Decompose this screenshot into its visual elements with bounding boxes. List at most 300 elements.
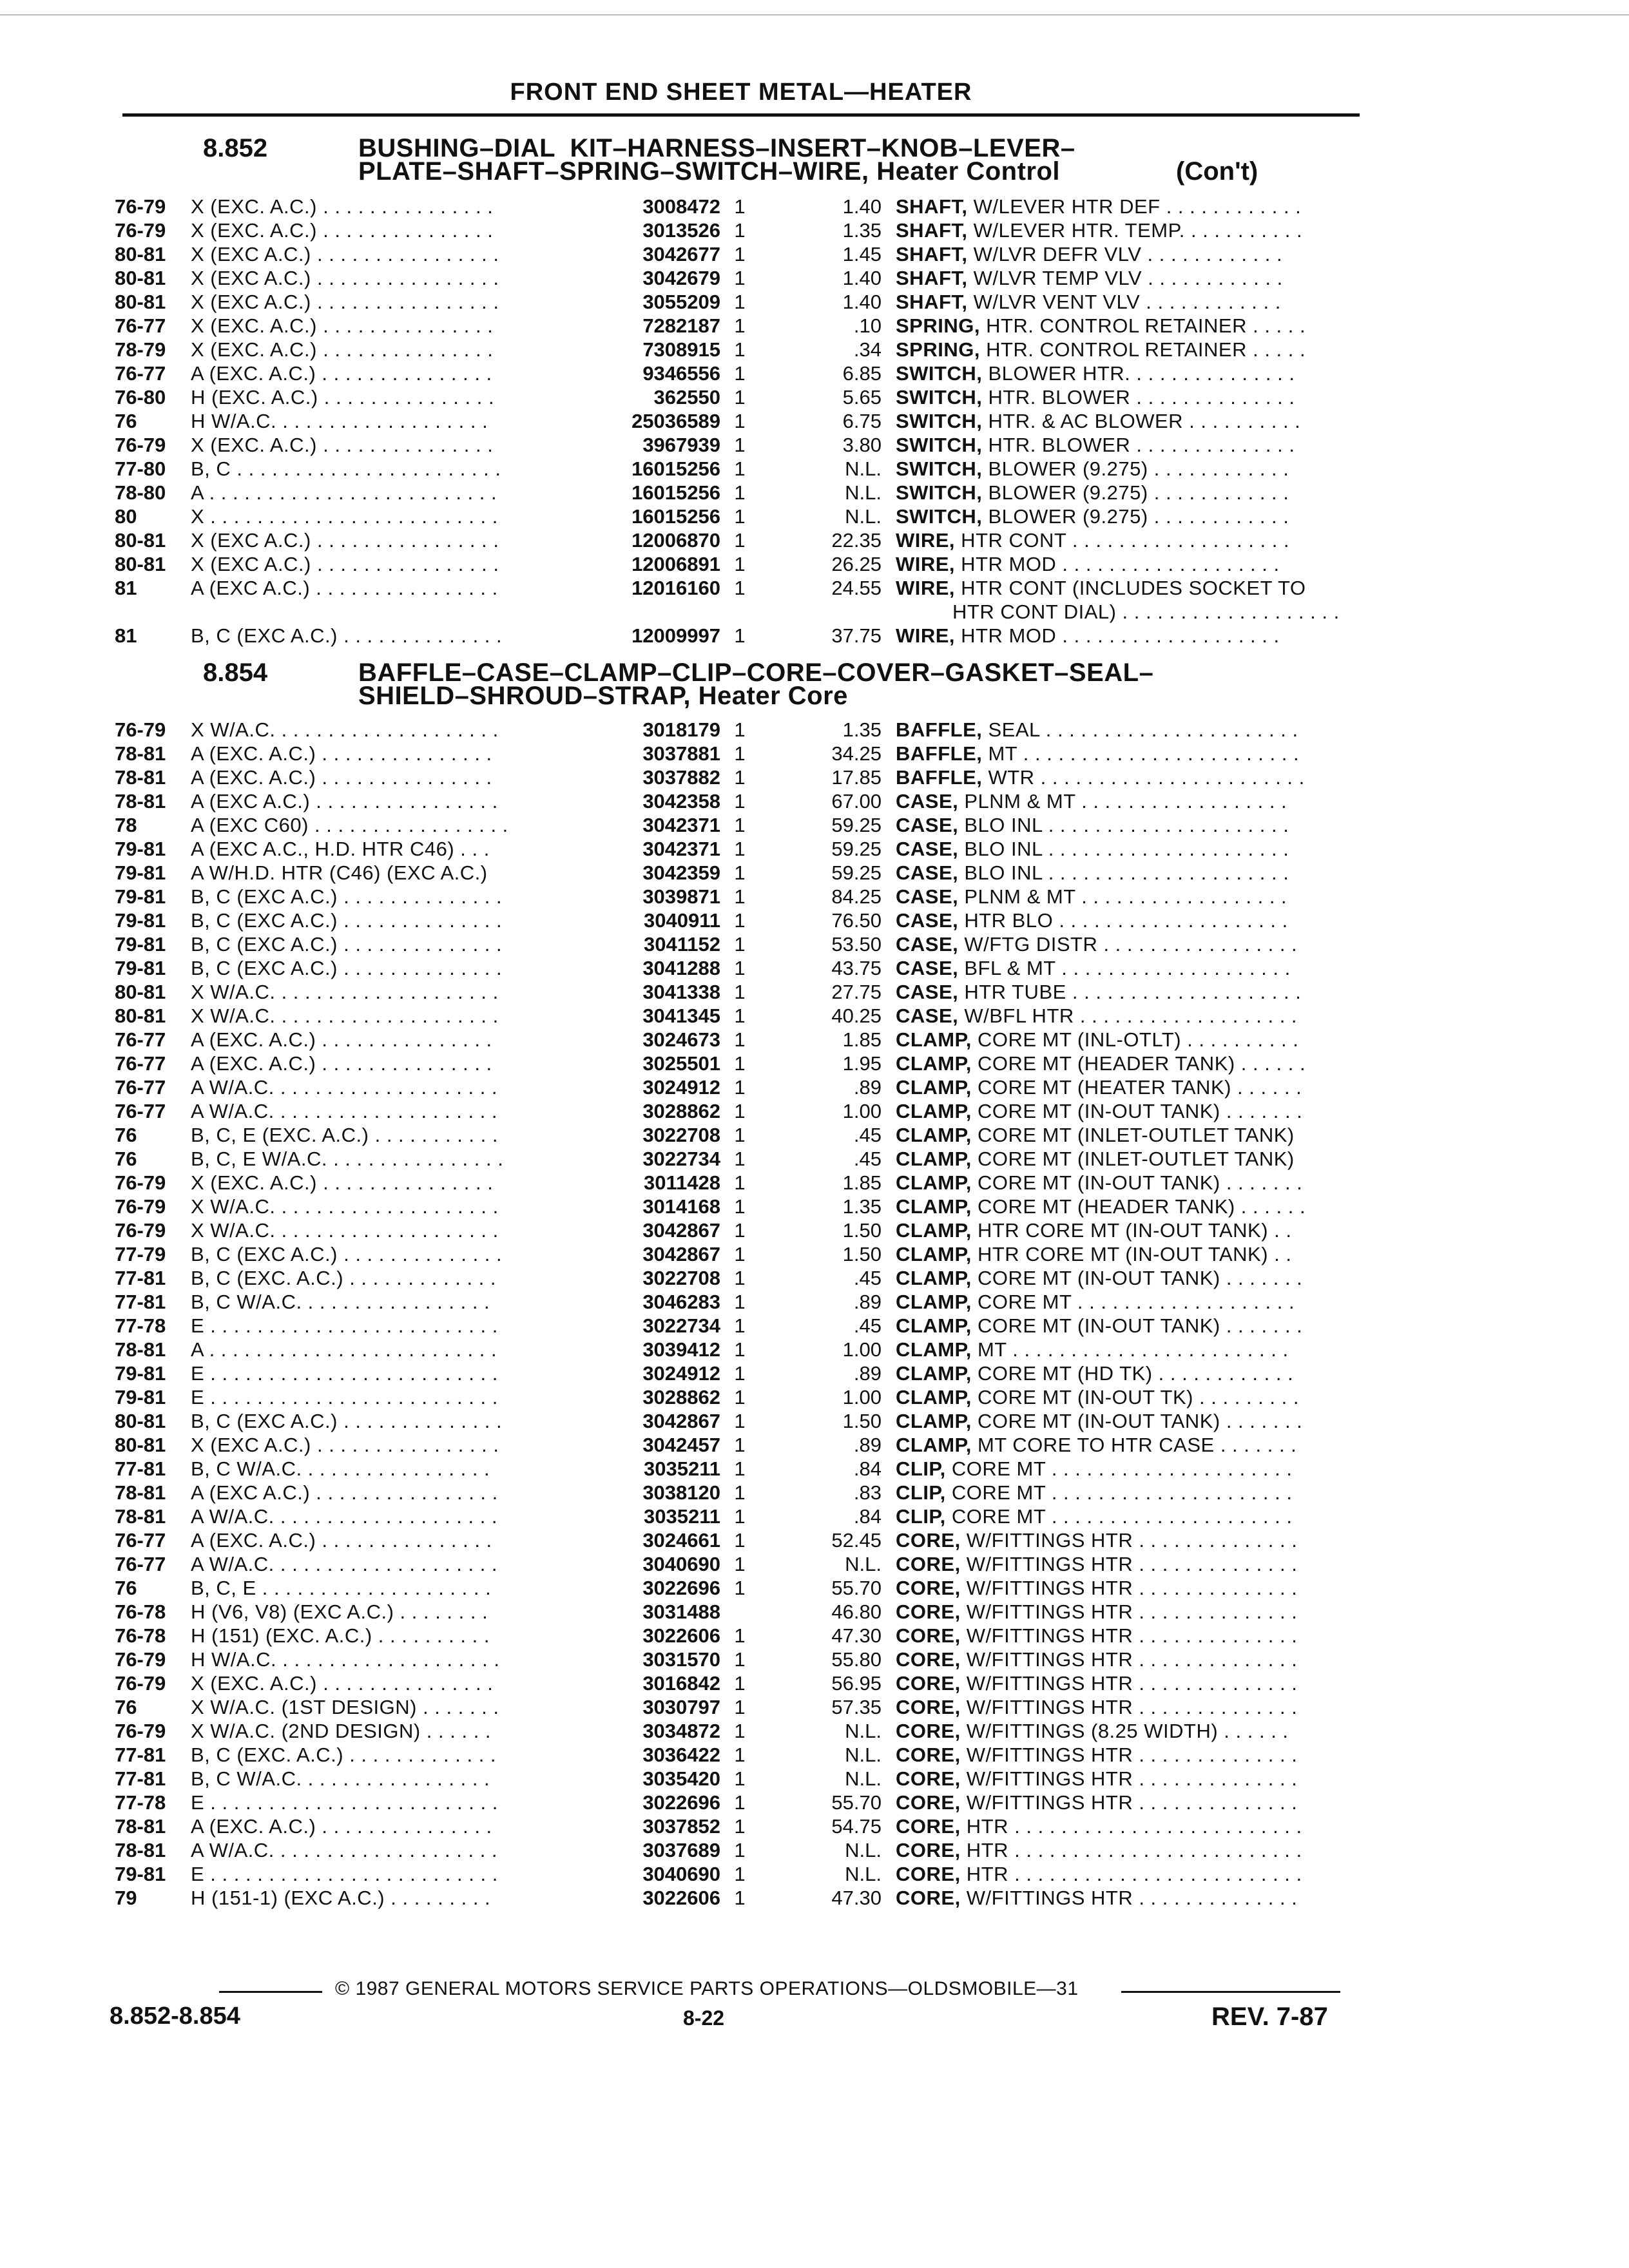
table-row	[115, 837, 1352, 861]
model-years: 76	[115, 1696, 137, 1718]
part-detail: W/LVR TEMP VLV . . . . . . . . . . . .	[967, 267, 1283, 289]
model-years: 77-81	[115, 1767, 166, 1790]
part-number: 3035211	[644, 1505, 720, 1528]
part-number: 3025501	[642, 1052, 720, 1075]
price: 1.00	[842, 1100, 882, 1122]
part-number: 3037882	[642, 766, 720, 789]
model-years: 78-81	[115, 766, 166, 789]
quantity: 1	[734, 1529, 746, 1552]
table-row	[115, 1266, 1352, 1290]
part-number: 3022734	[642, 1148, 720, 1170]
part-description	[896, 1433, 1360, 1457]
part-detail: W/FITTINGS HTR . . . . . . . . . . . . . .	[960, 1577, 1298, 1599]
part-detail: CORE MT (IN-OUT TANK) . . . . . . .	[971, 1267, 1303, 1289]
part-name: SWITCH,	[896, 410, 983, 432]
application: A (EXC A.C.) . . . . . . . . . . . . . . . .	[191, 1481, 498, 1504]
part-description	[896, 1695, 1360, 1719]
table-row	[115, 1099, 1352, 1123]
part-detail: CORE MT (HEADER TANK) . . . . . .	[971, 1052, 1306, 1075]
quantity: 1	[734, 957, 746, 979]
model-years: 81	[115, 624, 137, 647]
model-years: 79-81	[115, 885, 166, 908]
part-name: WIRE,	[896, 577, 956, 599]
price: 1.95	[842, 1052, 882, 1075]
part-description	[896, 1838, 1360, 1862]
model-years: 80-81	[115, 553, 166, 575]
quantity: 1	[734, 1839, 746, 1861]
part-description	[896, 1290, 1360, 1314]
application: A . . . . . . . . . . . . . . . . . . . . . . . . .	[191, 481, 497, 504]
application: X (EXC. A.C.) . . . . . . . . . . . . . . .	[191, 1171, 494, 1194]
model-years: 79-81	[115, 1386, 166, 1408]
part-number: 3028862	[642, 1386, 720, 1408]
quantity: 1	[734, 1577, 746, 1599]
part-detail: W/FITTINGS HTR . . . . . . . . . . . . . .	[960, 1767, 1298, 1790]
part-name: SHAFT,	[896, 243, 968, 265]
table-row	[115, 505, 1352, 528]
model-years: 76-79	[115, 1219, 166, 1242]
quantity: 1	[734, 1624, 746, 1647]
part-name: CLAMP,	[896, 1267, 972, 1289]
quantity: 1	[734, 1291, 746, 1313]
part-detail: W/FITTINGS HTR . . . . . . . . . . . . . .	[960, 1696, 1298, 1718]
quantity: 1	[734, 386, 746, 408]
application: A W/A.C. . . . . . . . . . . . . . . . . . . .	[191, 1505, 498, 1528]
part-name: CORE,	[896, 1791, 961, 1814]
part-detail: BLO INL . . . . . . . . . . . . . . . . . . . . .	[958, 814, 1289, 836]
model-years: 78-81	[115, 1839, 166, 1861]
quantity: 1	[734, 624, 746, 647]
part-name: CORE,	[896, 1744, 961, 1766]
part-name: SWITCH,	[896, 505, 983, 528]
price: 1.85	[842, 1028, 882, 1051]
model-years: 80-81	[115, 1410, 166, 1432]
table-row	[115, 1671, 1352, 1695]
title-rule	[122, 113, 1360, 117]
part-number: 3042677	[642, 243, 720, 265]
table-row	[115, 742, 1352, 765]
table-row	[115, 1218, 1352, 1242]
part-detail: WTR . . . . . . . . . . . . . . . . . . . . . . .	[982, 766, 1305, 789]
price: .83	[853, 1481, 882, 1504]
quantity: 1	[734, 861, 746, 884]
part-number: 3014168	[642, 1195, 720, 1218]
section-title-line1: BAFFLE–CASE–CLAMP–CLIP–CORE–COVER–GASKET–SEAL–	[358, 658, 1154, 687]
table-row	[115, 1457, 1352, 1481]
part-name: SHAFT,	[896, 291, 968, 313]
model-years: 77-78	[115, 1314, 166, 1337]
part-detail: W/FITTINGS HTR . . . . . . . . . . . . . .	[960, 1791, 1298, 1814]
price: .45	[853, 1314, 882, 1337]
model-years: 78-81	[115, 1338, 166, 1361]
application: A (EXC A.C., H.D. HTR C46) . . .	[191, 838, 490, 860]
part-detail: HTR. CONTROL RETAINER . . . . .	[979, 314, 1306, 337]
quantity: 1	[734, 434, 746, 456]
model-years: 78-79	[115, 338, 166, 361]
model-years: 79-81	[115, 1362, 166, 1385]
model-years: 78-81	[115, 1505, 166, 1528]
part-detail: CORE MT . . . . . . . . . . . . . . . . . . . . .	[945, 1481, 1293, 1504]
part-number: 3011428	[644, 1171, 720, 1194]
model-years: 76-79	[115, 1171, 166, 1194]
part-name: CORE,	[896, 1600, 961, 1623]
application: X W/A.C. . . . . . . . . . . . . . . . . . . .	[191, 1219, 499, 1242]
part-name: CLAMP,	[896, 1076, 972, 1099]
table-row	[115, 242, 1352, 266]
application: A (EXC. A.C.) . . . . . . . . . . . . . . .	[191, 742, 492, 765]
quantity: 1	[734, 267, 746, 289]
part-description	[896, 1004, 1360, 1028]
price: N.L.	[845, 1839, 882, 1861]
part-number: 3039871	[642, 885, 720, 908]
price: .84	[853, 1457, 882, 1480]
quantity: 1	[734, 1052, 746, 1075]
application: A W/H.D. HTR (C46) (EXC A.C.)	[191, 861, 488, 884]
part-detail: HTR BLO . . . . . . . . . . . . . . . . . . . .	[958, 909, 1288, 932]
model-years: 77-80	[115, 457, 166, 480]
model-years: 79	[115, 1887, 137, 1909]
section-title-line2: SHIELD–SHROUD–STRAP, Heater Core	[358, 682, 848, 710]
part-description	[896, 505, 1360, 528]
application: A (EXC A.C.) . . . . . . . . . . . . . . . .	[191, 577, 498, 599]
part-detail: HTR CORE MT (IN-OUT TANK) . .	[971, 1243, 1292, 1265]
part-name: CLIP,	[896, 1457, 946, 1480]
part-name: CASE,	[896, 1004, 959, 1027]
table-row	[115, 1433, 1352, 1457]
part-description	[896, 1123, 1360, 1147]
part-name: CLIP,	[896, 1481, 946, 1504]
part-detail: CORE MT (INLET-OUTLET TANK)	[971, 1124, 1295, 1146]
part-description	[896, 242, 1360, 266]
part-detail: BFL & MT . . . . . . . . . . . . . . . . . . . .	[958, 957, 1291, 979]
quantity: 1	[734, 981, 746, 1003]
part-detail: CORE MT (IN-OUT TANK) . . . . . . .	[971, 1314, 1303, 1337]
quantity: 1	[734, 577, 746, 599]
part-detail: W/LVR VENT VLV . . . . . . . . . . . .	[967, 291, 1281, 313]
quantity: 1	[734, 1243, 746, 1265]
part-number: 3041345	[642, 1004, 720, 1027]
model-years: 76	[115, 1577, 137, 1599]
quantity: 1	[734, 1386, 746, 1408]
part-name: CLAMP,	[896, 1243, 972, 1265]
price: N.L.	[845, 1720, 882, 1742]
part-number: 3034872	[642, 1720, 720, 1742]
part-description	[896, 385, 1360, 409]
part-description	[896, 861, 1360, 885]
application: A W/A.C. . . . . . . . . . . . . . . . . . . .	[191, 1076, 498, 1099]
price: .89	[853, 1362, 882, 1385]
quantity: 1	[734, 1004, 746, 1027]
table-row	[115, 1195, 1352, 1218]
price: N.L.	[845, 1744, 882, 1766]
quantity: 1	[734, 1481, 746, 1504]
part-description	[896, 1171, 1360, 1195]
part-detail: PLNM & MT . . . . . . . . . . . . . . . . . .	[958, 790, 1287, 812]
part-name: CORE,	[896, 1767, 961, 1790]
part-name: CASE,	[896, 909, 959, 932]
application: E . . . . . . . . . . . . . . . . . . . . . . . . .	[191, 1386, 498, 1408]
price: N.L.	[845, 505, 882, 528]
part-number: 3041338	[642, 981, 720, 1003]
application: H W/A.C. . . . . . . . . . . . . . . . . . . .	[191, 1648, 500, 1671]
model-years: 77-81	[115, 1267, 166, 1289]
model-years: 79-81	[115, 861, 166, 884]
part-description	[896, 1052, 1360, 1075]
model-years: 80	[115, 505, 137, 528]
part-detail: W/FITTINGS HTR . . . . . . . . . . . . . .	[960, 1529, 1298, 1552]
part-number: 16015256	[631, 505, 720, 528]
price: 1.50	[842, 1219, 882, 1242]
quantity: 1	[734, 1672, 746, 1695]
part-description	[896, 1147, 1360, 1171]
part-detail: MT . . . . . . . . . . . . . . . . . . . . . . . .	[982, 742, 1300, 765]
part-detail: CORE MT . . . . . . . . . . . . . . . . . . .	[971, 1291, 1295, 1313]
application: X (EXC A.C.) . . . . . . . . . . . . . . . .	[191, 553, 499, 575]
part-number: 12006870	[631, 529, 720, 552]
model-years: 77-79	[115, 1243, 166, 1265]
table-row	[115, 1409, 1352, 1433]
price: 59.25	[831, 838, 882, 860]
part-name: CASE,	[896, 957, 959, 979]
model-years: 76-79	[115, 1672, 166, 1695]
application: X W/A.C. (2ND DESIGN) . . . . . .	[191, 1720, 492, 1742]
model-years: 77-81	[115, 1291, 166, 1313]
quantity: 1	[734, 1863, 746, 1885]
quantity: 1	[734, 1791, 746, 1814]
part-name: CLAMP,	[896, 1124, 972, 1146]
table-row	[115, 1290, 1352, 1314]
model-years: 76-77	[115, 1100, 166, 1122]
part-description	[896, 1648, 1360, 1671]
price: 1.40	[842, 291, 882, 313]
quantity: 1	[734, 1815, 746, 1838]
table-row	[115, 409, 1352, 433]
section-number: 8.854	[203, 658, 268, 687]
quantity: 1	[734, 1696, 746, 1718]
section-number: 8.852	[203, 134, 268, 162]
part-description	[896, 266, 1360, 290]
page-title: FRONT END SHEET METAL—HEATER	[510, 79, 972, 106]
section-title-line1: BUSHING–DIAL KIT–HARNESS–INSERT–KNOB–LEVER–	[358, 134, 1075, 162]
table-row	[115, 1743, 1352, 1767]
quantity: 1	[734, 933, 746, 956]
quantity: 1	[734, 481, 746, 504]
part-detail: CORE MT (INLET-OUTLET TANK)	[971, 1148, 1295, 1170]
part-number: 3037689	[642, 1839, 720, 1861]
price: N.L.	[845, 481, 882, 504]
model-years: 80-81	[115, 981, 166, 1003]
quantity: 1	[734, 1100, 746, 1122]
price: 52.45	[831, 1529, 882, 1552]
quantity: 1	[734, 1148, 746, 1170]
part-detail: CORE MT (HD TK) . . . . . . . . . . . .	[971, 1362, 1294, 1385]
quantity: 1	[734, 1362, 746, 1385]
application: B, C (EXC A.C.) . . . . . . . . . . . . . .	[191, 1243, 503, 1265]
quantity: 1	[734, 1744, 746, 1766]
table-row	[115, 1624, 1352, 1648]
part-number: 3024912	[642, 1076, 720, 1099]
table-row	[115, 266, 1352, 290]
footer-revision: REV. 7-87	[1211, 2003, 1328, 2031]
price: 1.35	[842, 219, 882, 242]
part-number: 3031488	[642, 1600, 720, 1623]
part-description	[896, 956, 1360, 980]
part-name: SHAFT,	[896, 219, 968, 242]
part-name: CASE,	[896, 981, 959, 1003]
quantity: 1	[734, 457, 746, 480]
part-number: 3042867	[642, 1243, 720, 1265]
part-detail: W/LVR DEFR VLV . . . . . . . . . . . .	[967, 243, 1283, 265]
part-description	[896, 1314, 1360, 1338]
part-detail: W/FITTINGS HTR . . . . . . . . . . . . . .	[960, 1624, 1298, 1647]
part-detail: HTR . . . . . . . . . . . . . . . . . . . . . . . . .	[960, 1863, 1302, 1885]
quantity: 1	[734, 1720, 746, 1742]
part-name: CLAMP,	[896, 1434, 972, 1456]
part-name: SWITCH,	[896, 434, 983, 456]
quantity: 1	[734, 529, 746, 552]
part-detail: BLO INL . . . . . . . . . . . . . . . . . . . . .	[958, 861, 1289, 884]
part-number: 3967939	[642, 434, 720, 456]
price: 47.30	[831, 1887, 882, 1909]
price: 55.70	[831, 1791, 882, 1814]
table-row	[115, 385, 1352, 409]
part-description	[896, 218, 1360, 242]
part-description	[896, 1528, 1360, 1552]
application: A (EXC A.C.) . . . . . . . . . . . . . . . .	[191, 790, 498, 812]
part-name: CORE,	[896, 1529, 961, 1552]
model-years: 76-80	[115, 386, 166, 408]
application: B, C . . . . . . . . . . . . . . . . . . . . . . .	[191, 457, 501, 480]
price: .89	[853, 1291, 882, 1313]
quantity: 1	[734, 1434, 746, 1456]
part-description	[896, 1862, 1360, 1886]
part-detail: W/LEVER HTR DEF . . . . . . . . . . . .	[967, 195, 1302, 218]
price: 54.75	[831, 1815, 882, 1838]
price: 6.85	[842, 362, 882, 385]
price: 5.65	[842, 386, 882, 408]
part-name: CORE,	[896, 1553, 961, 1575]
price: 22.35	[831, 529, 882, 552]
table-row	[115, 956, 1352, 980]
table-row	[115, 1552, 1352, 1576]
application: B, C (EXC A.C.) . . . . . . . . . . . . . .	[191, 885, 503, 908]
part-number: 3039412	[642, 1338, 720, 1361]
part-detail: CORE MT (HEADER TANK) . . . . . .	[971, 1195, 1306, 1218]
part-number: 3024912	[642, 1362, 720, 1385]
part-number: 3055209	[642, 291, 720, 313]
application: X (EXC A.C.) . . . . . . . . . . . . . . . .	[191, 267, 499, 289]
application: B, C, E W/A.C. . . . . . . . . . . . . . . .	[191, 1148, 504, 1170]
price: 1.45	[842, 243, 882, 265]
application: X W/A.C. . . . . . . . . . . . . . . . . . . .	[191, 718, 499, 741]
part-description	[896, 552, 1360, 576]
part-detail: W/FITTINGS HTR . . . . . . . . . . . . . .	[960, 1648, 1298, 1671]
price: .89	[853, 1434, 882, 1456]
application: B, C, E . . . . . . . . . . . . . . . . . . . .	[191, 1577, 492, 1599]
application: B, C, E (EXC. A.C.) . . . . . . . . . . .	[191, 1124, 498, 1146]
quantity: 1	[734, 219, 746, 242]
table-row	[115, 789, 1352, 813]
application: X W/A.C. . . . . . . . . . . . . . . . . . . .	[191, 1004, 499, 1027]
part-description	[896, 1242, 1360, 1266]
part-name: CLAMP,	[896, 1314, 972, 1337]
quantity: 1	[734, 338, 746, 361]
table-row	[115, 1481, 1352, 1504]
part-description	[896, 1385, 1360, 1409]
part-detail: W/FITTINGS HTR . . . . . . . . . . . . . .	[960, 1672, 1298, 1695]
price: 59.25	[831, 814, 882, 836]
part-name: CLIP,	[896, 1505, 946, 1528]
quantity: 1	[734, 362, 746, 385]
part-description	[896, 338, 1360, 361]
part-name: CORE,	[896, 1577, 961, 1599]
quantity: 1	[734, 1171, 746, 1194]
part-number: 3035211	[644, 1457, 720, 1480]
part-name: CLAMP,	[896, 1410, 972, 1432]
part-detail: HTR. BLOWER . . . . . . . . . . . . . .	[982, 434, 1295, 456]
model-years: 76-79	[115, 1720, 166, 1742]
part-name: CLAMP,	[896, 1148, 972, 1170]
part-name: CASE,	[896, 790, 959, 812]
application: X W/A.C. (1ST DESIGN) . . . . . . .	[191, 1696, 499, 1718]
part-detail: HTR CONT (INCLUDES SOCKET TO	[955, 577, 1306, 599]
part-detail: HTR . . . . . . . . . . . . . . . . . . . . . . . . .	[960, 1815, 1302, 1838]
model-years: 77-81	[115, 1744, 166, 1766]
model-years: 76-79	[115, 219, 166, 242]
part-description	[896, 290, 1360, 314]
quantity: 1	[734, 1076, 746, 1099]
quantity: 1	[734, 553, 746, 575]
part-description	[896, 742, 1360, 765]
part-number: 3042359	[642, 861, 720, 884]
part-name: CASE,	[896, 861, 959, 884]
application: A (EXC. A.C.) . . . . . . . . . . . . . . .	[191, 1529, 492, 1552]
price: 6.75	[842, 410, 882, 432]
part-detail: CORE MT (IN-OUT TK) . . . . . . . . .	[971, 1386, 1299, 1408]
price: N.L.	[845, 1863, 882, 1885]
part-detail: W/FITTINGS HTR . . . . . . . . . . . . . .	[960, 1553, 1298, 1575]
part-description	[896, 1743, 1360, 1767]
part-name: BAFFLE,	[896, 742, 983, 765]
model-years: 80-81	[115, 1434, 166, 1456]
price: 3.80	[842, 434, 882, 456]
price: 43.75	[831, 957, 882, 979]
application: X (EXC. A.C.) . . . . . . . . . . . . . . .	[191, 434, 494, 456]
part-detail: HTR CONT . . . . . . . . . . . . . . . . . . .	[955, 529, 1290, 552]
part-number: 12009997	[631, 624, 720, 647]
table-row	[115, 1576, 1352, 1600]
model-years: 79-81	[115, 838, 166, 860]
table-row	[115, 1838, 1352, 1862]
part-detail: W/FITTINGS HTR . . . . . . . . . . . . . .	[960, 1887, 1298, 1909]
application: X (EXC A.C.) . . . . . . . . . . . . . . . .	[191, 1434, 499, 1456]
section-title-line2: PLATE–SHAFT–SPRING–SWITCH–WIRE, Heater Control	[358, 157, 1061, 186]
part-number: 7282187	[642, 314, 720, 337]
application: B, C W/A.C. . . . . . . . . . . . . . . . .	[191, 1457, 490, 1480]
part-number: 16015256	[631, 481, 720, 504]
part-number: 3022696	[642, 1791, 720, 1814]
part-name: CLAMP,	[896, 1386, 972, 1408]
part-description	[896, 1767, 1360, 1791]
table-row	[115, 1504, 1352, 1528]
part-number: 3022708	[642, 1267, 720, 1289]
quantity: 1	[734, 1028, 746, 1051]
table-row	[115, 1886, 1352, 1910]
application: X W/A.C. . . . . . . . . . . . . . . . . . . .	[191, 981, 499, 1003]
table-row	[115, 1242, 1352, 1266]
price: 1.40	[842, 267, 882, 289]
model-years: 80-81	[115, 291, 166, 313]
